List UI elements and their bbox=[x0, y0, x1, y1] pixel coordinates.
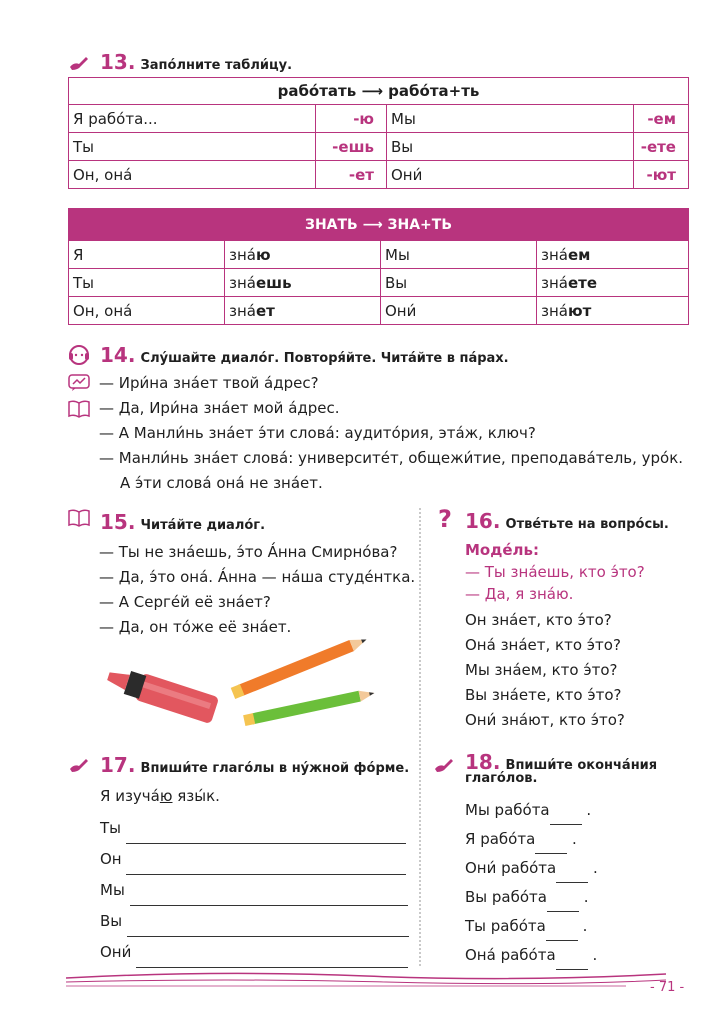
answer-line bbox=[100, 875, 409, 906]
ex14-number: 14. bbox=[100, 343, 136, 367]
dialog-line: — А Серге́й её зна́ет? bbox=[99, 593, 271, 611]
question-icon: ? bbox=[438, 505, 452, 533]
answer-prompt: Он bbox=[100, 850, 122, 868]
ex17-header bbox=[100, 753, 409, 777]
ending-item bbox=[465, 796, 598, 825]
verb-stem: зна́ bbox=[541, 301, 568, 320]
table-row bbox=[69, 133, 689, 161]
ending-item bbox=[465, 941, 598, 970]
ex13-number: 13. bbox=[100, 50, 136, 74]
question-line: Она́ зна́ет, кто э́то? bbox=[465, 636, 621, 654]
dialog-line: — Да, Ири́на зна́ет мой а́дрес. bbox=[99, 399, 340, 417]
verb-stem: Я рабо́та bbox=[465, 830, 536, 848]
open-book-icon bbox=[68, 509, 90, 527]
verb-ending: ет bbox=[255, 301, 275, 320]
table2-header: ЗНАТЬ ⟶ ЗНА+ТЬ bbox=[69, 209, 689, 241]
table-cell: Мы bbox=[381, 241, 537, 269]
ex13-table-rabotat bbox=[68, 77, 689, 189]
dialog-line: А э́ти слова́ она́ не зна́ет. bbox=[120, 474, 323, 492]
pencil-hand-icon bbox=[433, 755, 455, 773]
verb-ending: ем bbox=[567, 245, 591, 264]
ending-blank[interactable] bbox=[546, 924, 578, 941]
marker-and-pencils-illustration bbox=[96, 628, 386, 728]
ending-cell: -ю bbox=[316, 105, 387, 133]
dialog-line: — Да, э́то она́. А́нна — на́ша студе́нтка. bbox=[99, 568, 416, 586]
ending-cell: -ешь bbox=[316, 133, 387, 161]
dialog-line: — Манли́нь зна́ет слова́: университе́т, общежи́тие, преподава́тель, уро́к. bbox=[99, 449, 684, 467]
table-cell: Они́ bbox=[381, 297, 537, 325]
ex14-header bbox=[100, 343, 509, 367]
ending-cell: -ете bbox=[634, 133, 689, 161]
ex16-number: 16. bbox=[465, 509, 501, 533]
ex16-questions bbox=[465, 608, 625, 733]
table-cell: Он, она́ bbox=[69, 161, 316, 189]
verb-stem: зна́ bbox=[541, 273, 568, 292]
table-cell: Ты bbox=[69, 133, 316, 161]
table-row bbox=[69, 161, 689, 189]
answer-line bbox=[100, 906, 409, 937]
answer-prompt: Мы bbox=[100, 881, 125, 899]
dialog-line: — Ири́на зна́ет твой а́дрес? bbox=[99, 374, 319, 392]
item-dot: . bbox=[592, 859, 598, 877]
answer-blank[interactable] bbox=[126, 856, 406, 875]
question-line: Мы зна́ем, кто э́то? bbox=[465, 661, 618, 679]
verb-ending: ют bbox=[567, 301, 592, 320]
item-dot: . bbox=[592, 946, 598, 964]
answer-line bbox=[100, 813, 409, 844]
ex13-instruction: Запо́лните табли́цу. bbox=[140, 58, 293, 73]
item-dot: . bbox=[586, 801, 592, 819]
verb-cell bbox=[537, 269, 689, 297]
pencil-hand-icon bbox=[68, 755, 90, 773]
example-rest: язы́к. bbox=[172, 787, 220, 805]
ex17-number: 17. bbox=[100, 753, 136, 777]
answer-blank[interactable] bbox=[127, 918, 409, 937]
ex15-header bbox=[100, 510, 265, 534]
page-number: - 71 - bbox=[650, 980, 685, 995]
table-row bbox=[69, 297, 689, 325]
ex15-instruction: Чита́йте диало́г. bbox=[140, 518, 266, 533]
verb-cell bbox=[225, 297, 381, 325]
table-cell: Они́ bbox=[387, 161, 634, 189]
table-cell: Вы bbox=[387, 133, 634, 161]
model-line: — Да, я зна́ю. bbox=[465, 585, 574, 603]
verb-stem: Вы рабо́та bbox=[465, 888, 547, 906]
answer-prompt: Они́ bbox=[100, 943, 132, 961]
verb-cell bbox=[537, 241, 689, 269]
example-stem: Я изуча́ bbox=[100, 787, 160, 805]
ex18-instruction: Впиши́те оконча́ния bbox=[505, 758, 658, 773]
table-cell: Я рабо́та... bbox=[69, 105, 316, 133]
ex17-example bbox=[100, 784, 220, 809]
item-dot: . bbox=[582, 917, 588, 935]
verb-ending: ю bbox=[255, 245, 271, 264]
answer-blank[interactable] bbox=[126, 825, 406, 844]
table-cell: Ты bbox=[69, 269, 225, 297]
ex16-instruction: Отве́тьте на вопро́сы. bbox=[505, 517, 669, 532]
ex17-instruction: Впиши́те глаго́лы в ну́жной фо́рме. bbox=[140, 761, 410, 776]
table1-header: рабо́тать ⟶ рабо́та+ть bbox=[69, 78, 689, 105]
ex16-header bbox=[465, 509, 669, 533]
model-label: Моде́ль: bbox=[465, 541, 539, 559]
listen-head-icon bbox=[68, 344, 90, 366]
verb-stem: зна́ bbox=[229, 301, 256, 320]
ex15-number: 15. bbox=[100, 510, 136, 534]
answer-prompt: Вы bbox=[100, 912, 123, 930]
ex13-header bbox=[100, 50, 292, 74]
answer-line bbox=[100, 844, 409, 875]
verb-ending: ешь bbox=[255, 273, 292, 292]
ex14-dialog bbox=[99, 371, 683, 496]
ex18-number: 18. bbox=[465, 750, 501, 774]
answer-blank[interactable] bbox=[136, 949, 408, 968]
example-ending: ю bbox=[159, 787, 173, 805]
dialog-line: — Да, он то́же её зна́ет. bbox=[99, 618, 292, 636]
table-row bbox=[69, 241, 689, 269]
ending-blank[interactable] bbox=[556, 866, 588, 883]
ending-blank[interactable] bbox=[547, 895, 579, 912]
item-dot: . bbox=[572, 830, 577, 848]
column-divider bbox=[419, 508, 421, 966]
pencil-hand-icon bbox=[68, 53, 90, 71]
table-cell: Вы bbox=[381, 269, 537, 297]
verb-cell bbox=[537, 297, 689, 325]
ex18-items bbox=[465, 796, 598, 970]
table-cell: Он, она́ bbox=[69, 297, 225, 325]
ex14-instruction: Слу́шайте диало́г. Повторя́йте. Чита́йте в па́рах. bbox=[140, 351, 509, 366]
ending-item bbox=[465, 825, 598, 854]
ending-cell: -ет bbox=[316, 161, 387, 189]
ending-item bbox=[465, 883, 598, 912]
answer-blank[interactable] bbox=[130, 887, 408, 906]
answer-prompt: Ты bbox=[100, 819, 122, 837]
dialog-line: — Ты не зна́ешь, э́то А́нна Смирно́ва? bbox=[99, 543, 398, 561]
ending-blank[interactable] bbox=[550, 808, 582, 825]
ending-item bbox=[465, 854, 598, 883]
verb-cell bbox=[225, 269, 381, 297]
table-row bbox=[69, 269, 689, 297]
ex17-lines bbox=[100, 813, 409, 968]
table-cell: Мы bbox=[387, 105, 634, 133]
table-cell: Я bbox=[69, 241, 225, 269]
open-book-icon bbox=[68, 400, 90, 418]
verb-cell bbox=[225, 241, 381, 269]
verb-stem: Ты рабо́та bbox=[465, 917, 546, 935]
ending-cell: -ем bbox=[634, 105, 689, 133]
model-line: — Ты зна́ешь, кто э́то? bbox=[465, 563, 645, 581]
verb-stem: Мы рабо́та bbox=[465, 801, 550, 819]
verb-ending: ете bbox=[567, 273, 598, 292]
question-line: Вы зна́ете, кто э́то? bbox=[465, 686, 622, 704]
item-dot: . bbox=[583, 888, 589, 906]
verb-stem: Они́ рабо́та bbox=[465, 859, 557, 877]
ending-blank[interactable] bbox=[535, 837, 567, 854]
ending-item bbox=[465, 912, 598, 941]
ex13-table-znat bbox=[68, 208, 689, 325]
verb-stem: зна́ bbox=[229, 273, 256, 292]
question-line: Он зна́ет, кто э́то? bbox=[465, 611, 612, 629]
verb-stem: зна́ bbox=[541, 245, 568, 264]
table-row bbox=[69, 105, 689, 133]
ending-cell: -ют bbox=[634, 161, 689, 189]
footer-wave-decoration bbox=[66, 968, 666, 990]
ex18-instruction-cont: глаго́лов. bbox=[465, 771, 538, 786]
speech-chart-icon bbox=[68, 374, 90, 392]
verb-stem: Она́ рабо́та bbox=[465, 946, 556, 964]
ex15-dialog bbox=[99, 540, 415, 640]
question-line: Они́ зна́ют, кто э́то? bbox=[465, 711, 625, 729]
verb-stem: зна́ bbox=[229, 245, 256, 264]
dialog-line: — А Манли́нь зна́ет э́ти слова́: аудито́рия, эта́ж, ключ? bbox=[99, 424, 536, 442]
ex16-model bbox=[465, 539, 645, 605]
answer-line bbox=[100, 937, 409, 968]
